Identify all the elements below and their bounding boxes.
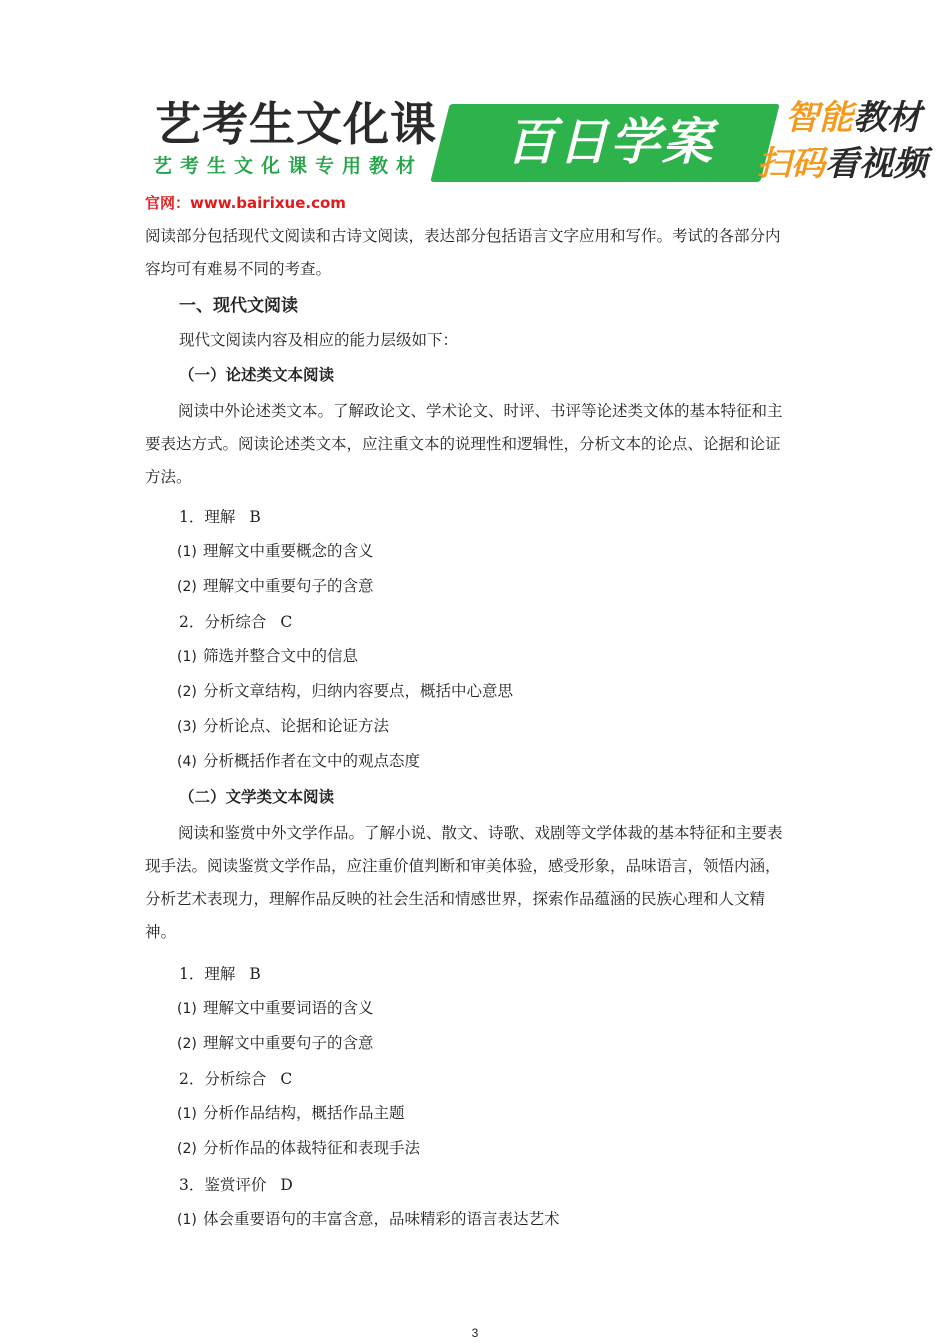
list-item <box>177 680 513 703</box>
intro-paragraph: 阅读部分包括现代文阅读和古诗文阅读，表达部分包括语言文字应用和写作。考试的各部分内容均可有难易不同的考查。 <box>145 227 781 278</box>
item-level: B <box>249 508 261 526</box>
list-item <box>177 997 374 1020</box>
list-item <box>177 715 389 738</box>
list-item-number: (1) <box>177 1106 197 1122</box>
brand-subtitle: 艺考生文化课专用教材 <box>153 155 424 177</box>
list-item-text: 理解文中重要词语的含义 <box>203 999 374 1017</box>
list-item <box>177 540 374 563</box>
green-title: 百日学案 <box>506 113 714 171</box>
list-item-number: (2) <box>177 1036 197 1052</box>
subsection-heading-1: （一）论述类文本阅读 <box>179 366 335 384</box>
list-item-text: 理解文中重要句子的含意 <box>203 1034 374 1052</box>
list-item <box>177 750 420 773</box>
item-label: 1．理解 <box>179 965 236 983</box>
page-number: 3 <box>471 1326 479 1340</box>
list-item-text: 分析概括作者在文中的观点态度 <box>203 752 421 770</box>
list-item <box>177 1032 374 1055</box>
item-level: D <box>280 1176 293 1194</box>
list-item-number: (1) <box>177 544 197 560</box>
list-item-number: (1) <box>177 649 197 665</box>
slogan-line-2 <box>757 144 927 184</box>
item-heading <box>179 611 292 633</box>
item-label: 2．分析综合 <box>179 1070 267 1088</box>
list-item-text: 分析作品结构，概括作品主题 <box>203 1104 405 1122</box>
list-item-number: (1) <box>177 1001 197 1017</box>
list-item-text: 理解文中重要概念的含义 <box>203 542 374 560</box>
list-item <box>177 1102 405 1125</box>
section-heading: 一、现代文阅读 <box>179 296 298 316</box>
list-item-number: (2) <box>177 579 197 595</box>
list-item-number: (2) <box>177 1141 197 1157</box>
subsection-1-description: 阅读中外论述类文本。了解政论文、学术论文、时评、书评等论述类文体的基本特征和主要表达方式。阅读论述类文本，应注重文本的说理性和逻辑性，分析文本的论点、论据和论证方法。 <box>145 402 783 486</box>
list-item-text: 筛选并整合文中的信息 <box>203 647 359 665</box>
list-item-text: 分析论点、论据和论证方法 <box>203 717 390 735</box>
item-label: 2．分析综合 <box>179 613 267 631</box>
subsection-heading-2: （二）文学类文本阅读 <box>179 788 335 806</box>
brand-title: 艺考生文化课 <box>155 97 437 151</box>
list-item-text: 分析文章结构，归纳内容要点，概括中心意思 <box>203 682 514 700</box>
item-heading <box>179 1068 292 1090</box>
item-level: B <box>249 965 261 983</box>
list-item <box>177 1137 420 1160</box>
list-item-number: (3) <box>177 719 197 735</box>
subsection-2-description: 阅读和鉴赏中外文学作品。了解小说、散文、诗歌、戏剧等文学体裁的基本特征和主要表现手法。阅读鉴赏文学作品，应注重价值判断和审美体验，感受形象，品味语言，领悟内涵，分析艺术表现力，理解作品反映的社会生活和情感世界，探索作品蕴涵的民族心理和人文精神。 <box>145 824 783 941</box>
slogan-1-rest: 教材 <box>853 98 921 138</box>
item-level: C <box>280 1070 293 1088</box>
list-item-text: 理解文中重要句子的含意 <box>203 577 374 595</box>
list-item <box>177 1208 560 1231</box>
item-heading <box>179 506 261 528</box>
list-item-number: (2) <box>177 684 197 700</box>
slogan-line-1 <box>785 98 921 138</box>
slogan-2-rest: 看视频 <box>825 144 927 184</box>
section-lead: 现代文阅读内容及相应的能力层级如下： <box>179 331 459 349</box>
list-item-number: (1) <box>177 1212 197 1228</box>
item-heading <box>179 963 261 985</box>
item-heading <box>179 1174 293 1196</box>
slogan-2-highlight: 扫码 <box>757 144 825 184</box>
official-site-line: 官网：www.bairixue.com <box>145 194 346 212</box>
list-item-text: 体会重要语句的丰富含意，品味精彩的语言表达艺术 <box>203 1210 560 1228</box>
list-item <box>177 575 374 598</box>
item-label: 1．理解 <box>179 508 236 526</box>
list-item <box>177 645 358 668</box>
list-item-text: 分析作品的体裁特征和表现手法 <box>203 1139 421 1157</box>
item-level: C <box>280 613 293 631</box>
list-item-number: (4) <box>177 754 197 770</box>
item-label: 3．鉴赏评价 <box>179 1176 267 1194</box>
slogan-1-highlight: 智能 <box>785 98 853 138</box>
header-banner <box>145 96 935 188</box>
